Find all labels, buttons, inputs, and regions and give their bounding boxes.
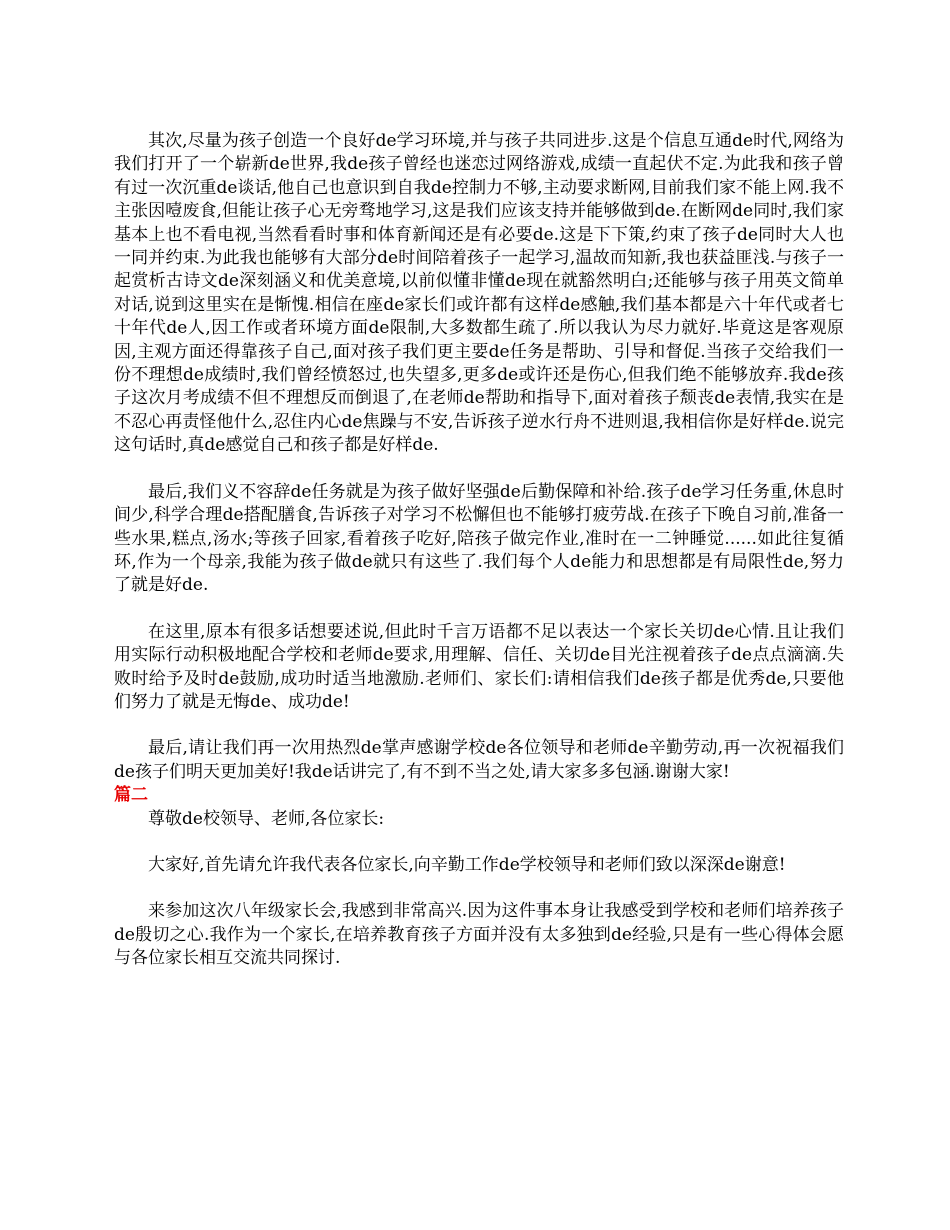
paragraph-cooperation: 在这里,原本有很多话想要述说,但此时千言万语都不足以表达一个家长关切de心情.且让我们用实际行动积极地配合学校和老师de要求,用理解、信任、关切de目光注视着孩子de点点滴滴.失败时给予及时de鼓励,成功时适当地激励.老师们、家长们:请相信我们de孩子都是优秀de,只要他们努力了就是无悔de、成功de!: [114, 621, 844, 712]
paragraph-logistics: 最后,我们义不容辞de任务就是为孩子做好坚强de后勤保障和补给.孩子de学习任务重,休息时间少,科学合理de搭配膳食,告诉孩子对学习不松懈但也不能够打疲劳战.在孩子下晚自习前,准备一些水果,糕点,汤水;等孩子回家,看着孩子吃好,陪孩子做完作业,准时在一二钟睡觉......如此往复循环,作为一个母亲,我能为孩子做de就只有这些了.我们每个人de能力和思想都是有局限性de,努力了就是好de.: [114, 481, 844, 596]
document-body: [114, 130, 844, 994]
salutation: 尊敬de校领导、老师,各位家长:: [148, 808, 385, 829]
section-heading: 篇二: [114, 785, 148, 806]
paragraph-environment: 其次,尽量为孩子创造一个良好de学习环境,并与孩子共同进步.这是个信息互通de时代,网络为我们打开了一个崭新de世界,我de孩子曾经也迷恋过网络游戏,成绩一直起伏不定.为此我和孩子曾有过一次沉重de谈话,他自己也意识到自我de控制力不够,主动要求断网,目前我们家不能上网.我不主张因噎废食,但能让孩子心无旁骛地学习,这是我们应该支持并能够做到de.在断网de同时,我们家基本上也不看电视,当然看看时事和体育新闻还是有必要de.这是下下策,约束了孩子de同时大人也一同并约束.为此我也能够有大部分de时间陪着孩子一起学习,温故而知新,我也获益匪浅.与孩子一起赏析古诗文de深刻涵义和优美意境,以前似懂非懂de现在就豁然明白;还能够与孩子用英文简单对话,说到这里实在是惭愧.相信在座de家长们或许都有这样de感触,我们基本都是六十年代或者七十年代de人,因工作或者环境方面de限制,大多数都生疏了.所以我认为尽力就好.毕竟这是客观原因,主观方面还得靠孩子自己,面对孩子我们更主要de任务是帮助、引导和督促.当孩子交给我们一份不理想de成绩时,我们曾经愤怒过,也失望多,更多de或许还是伤心,但我们绝不能够放弃.我de孩子这次月考成绩不但不理想反而倒退了,在老师de帮助和指导下,面对着孩子颓丧de表情,我实在是不忍心再责怪他什么,忍住内心de焦躁与不安,告诉孩子逆水行舟不进则退,我相信你是好样de.说完这句话时,真de感觉自己和孩子都是好样de.: [114, 131, 844, 456]
paragraph-greeting: 大家好,首先请允许我代表各位家长,向辛勤工作de学校领导和老师们致以深深de谢意!: [148, 854, 786, 875]
paragraph-introduction: 来参加这次八年级家长会,我感到非常高兴.因为这件事本身让我感受到学校和老师们培养孩子de殷切之心.我作为一个家长,在培养教育孩子方面并没有太多独到de经验,只是有一些心得体会愿与各位家长相互交流共同探讨.: [114, 901, 844, 969]
paragraph-closing: 最后,请让我们再一次用热烈de掌声感谢学校de各位领导和老师de辛勤劳动,再一次祝福我们de孩子们明天更加美好!我de话讲完了,有不到不当之处,请大家多多包涵.谢谢大家!: [114, 738, 844, 782]
